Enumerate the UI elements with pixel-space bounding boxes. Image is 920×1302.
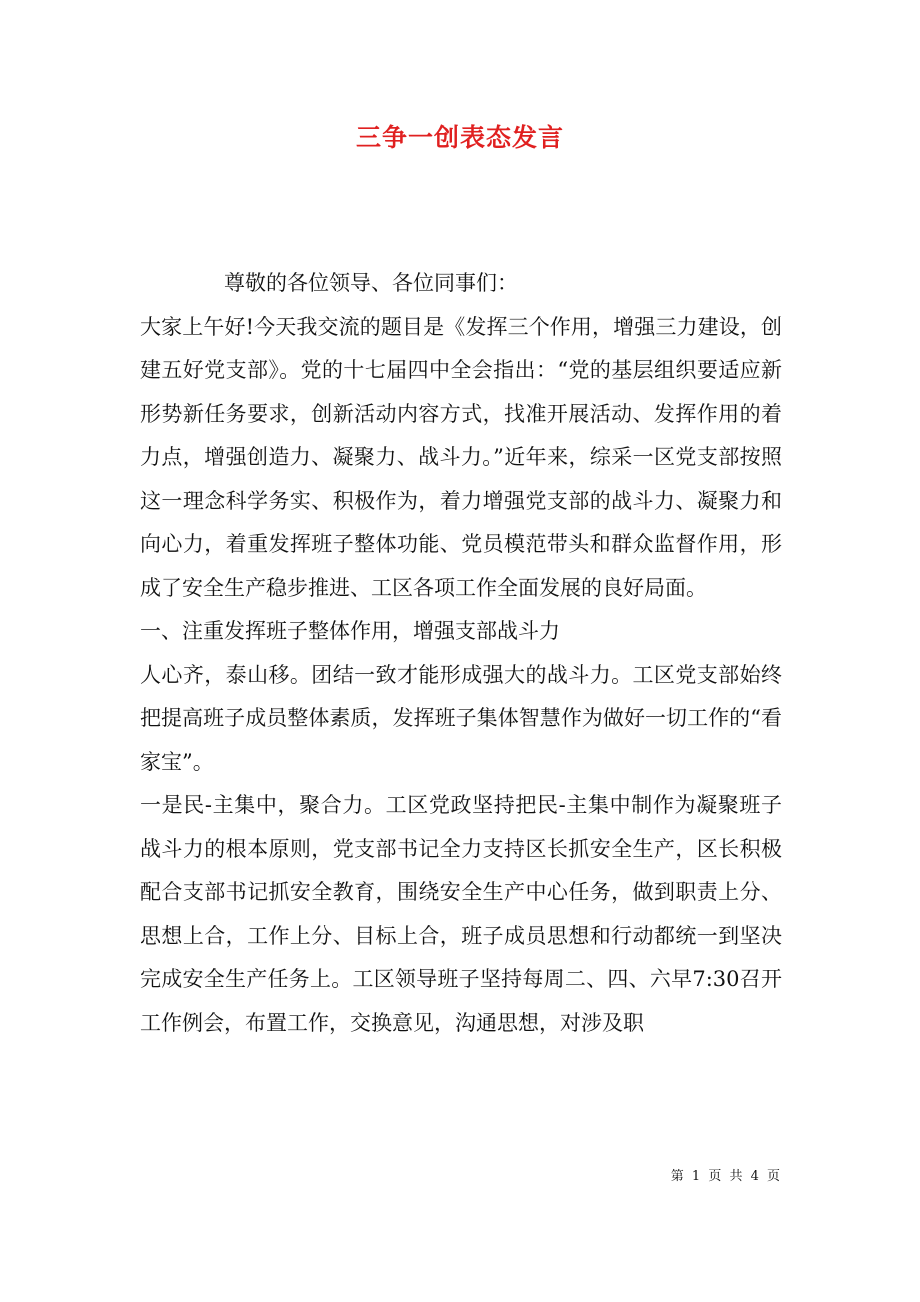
paragraph-section-1: 人心齐，泰山移。团结一致才能形成强大的战斗力。工区党支部始终把提高班子成员整体素质，发挥班子集体智慧作为做好一切工作的“看家宝”。 bbox=[140, 662, 782, 774]
document-body bbox=[140, 262, 782, 1045]
section-heading-1: 一、注重发挥班子整体作用，增强支部战斗力 bbox=[140, 619, 560, 643]
page-number: 第 1 页 共 4 页 bbox=[670, 1169, 782, 1184]
paragraph-point-1: 一是民-主集中，聚合力。工区党政坚持把民-主集中制作为凝聚班子战斗力的根本原则，党支部书记全力支持区长抓安全生产，区长积极配合支部书记抓安全教育，围绕安全生产中心任务，做到职责上分、思想上合，工作上分、目标上合，班子成员思想和行动都统一到坚决完成安全生产任务上。工区领导班子坚持每周二、四、六早7:30召开工作例会，布置工作，交换意见，沟通思想，对涉及职 bbox=[140, 793, 782, 1035]
salutation: 尊敬的各位领导、各位同事们： bbox=[224, 271, 518, 295]
paragraph-intro: 大家上午好!今天我交流的题目是《发挥三个作用，增强三力建设，创建五好党支部》。党的十七届四中全会指出：“党的基层组织要适应新形势新任务要求，创新活动内容方式，找准开展活动、发挥作用的着力点，增强创造力、凝聚力、战斗力。”近年来，综采一区党支部按照这一理念科学务实、积极作为，着力增强党支部的战斗力、凝聚力和向心力，着重发挥班子整体功能、党员模范带头和群众监督作用，形成了安全生产稳步推进、工区各项工作全面发展的良好局面。 bbox=[140, 314, 782, 600]
document-title: 三争一创表态发言 bbox=[355, 123, 564, 152]
